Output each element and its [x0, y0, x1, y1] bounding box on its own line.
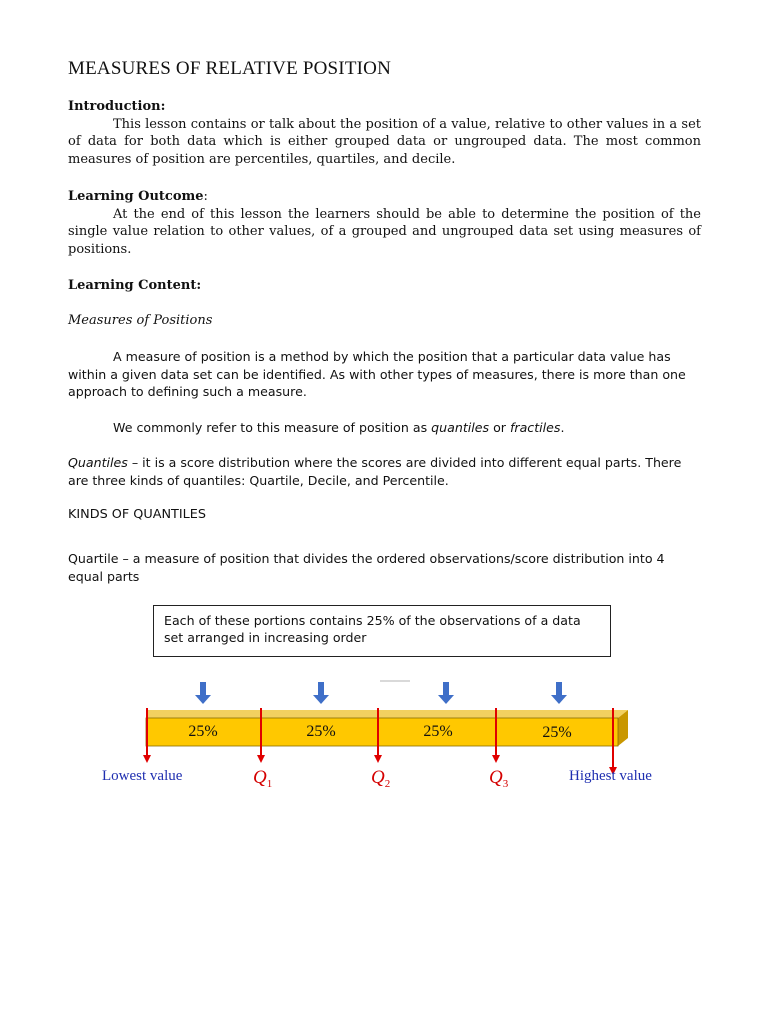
- down-arrow-icon: [551, 682, 567, 704]
- portion-info-box: Each of these portions contains 25% of the observations of a data set arranged in increasing order: [153, 605, 611, 657]
- down-arrow-icon: [492, 755, 500, 763]
- bar-top-face: [146, 710, 628, 718]
- lowest-value-label: Lowest value: [102, 768, 183, 784]
- q3-label: $Q_3$: [489, 767, 509, 790]
- down-arrow-icon: [143, 755, 151, 763]
- learning-outcome-section: [68, 188, 701, 258]
- quantiles-term: Quantiles: [68, 455, 128, 470]
- para2-suffix: .: [560, 420, 565, 435]
- para2-prefix: We commonly refer to this measure of position as: [113, 420, 432, 435]
- term-quantiles: quantiles: [431, 420, 490, 435]
- measure-of-position-paragraph: A measure of position is a method by which the position that a particular data value has within a given data set can be identified. As with other types of measures, there is more than one approach to defining such a measure.: [68, 349, 686, 399]
- learning-outcome-text: At the end of this lesson the learners should be able to determine the position of the single value relation to other values, of a grouped and ungrouped data set using measures of positions.: [68, 206, 701, 257]
- quantiles-definition: [68, 454, 701, 489]
- highest-value-label: Highest value: [569, 768, 652, 784]
- down-arrow-icon: [257, 755, 265, 763]
- learning-outcome-colon: :: [203, 189, 208, 204]
- segment-label: 25%: [306, 723, 336, 740]
- introduction-section: [68, 98, 701, 168]
- segment-label: 25%: [423, 723, 453, 740]
- learning-outcome-heading: Learning Outcome: [68, 189, 204, 204]
- q1-label: $Q_1$: [253, 767, 273, 790]
- page-title: MEASURES OF RELATIVE POSITION: [68, 58, 392, 79]
- segment-label: 25%: [188, 723, 218, 740]
- term-fractiles: fractiles: [509, 420, 561, 435]
- learning-content-heading: Learning Content:: [68, 278, 202, 293]
- down-arrow-icon: [195, 682, 211, 704]
- down-arrow-icon: [313, 682, 329, 704]
- quartile-diagram: [90, 672, 680, 802]
- quartile-definition: Quartile – a measure of position that divides the ordered observations/score distribution into 4 equal parts: [68, 551, 665, 584]
- kinds-of-quantiles-heading: KINDS OF QUANTILES: [68, 507, 206, 522]
- down-arrow-icon: [374, 755, 382, 763]
- down-arrow-icon: [438, 682, 454, 704]
- q2-label: $Q_2$: [371, 767, 391, 790]
- para2-mid: or: [489, 420, 510, 435]
- learning-outcome-heading-line: [68, 188, 701, 206]
- measures-of-positions-subheading: Measures of Positions: [68, 313, 213, 328]
- quantiles-fractiles-paragraph: [68, 419, 701, 437]
- introduction-text: This lesson contains or talk about the position of a value, relative to other values in a set of data for both data which is either grouped data or ungrouped data. The most common measures of position are percentiles, quartiles, and decile.: [68, 116, 701, 167]
- quantiles-def-text: – it is a score distribution where the scores are divided into different equal parts. There are three kinds of quantiles: Quartile, Decile, and Percentile.: [68, 455, 682, 488]
- segment-label: 25%: [542, 724, 572, 741]
- introduction-heading: Introduction:: [68, 99, 166, 114]
